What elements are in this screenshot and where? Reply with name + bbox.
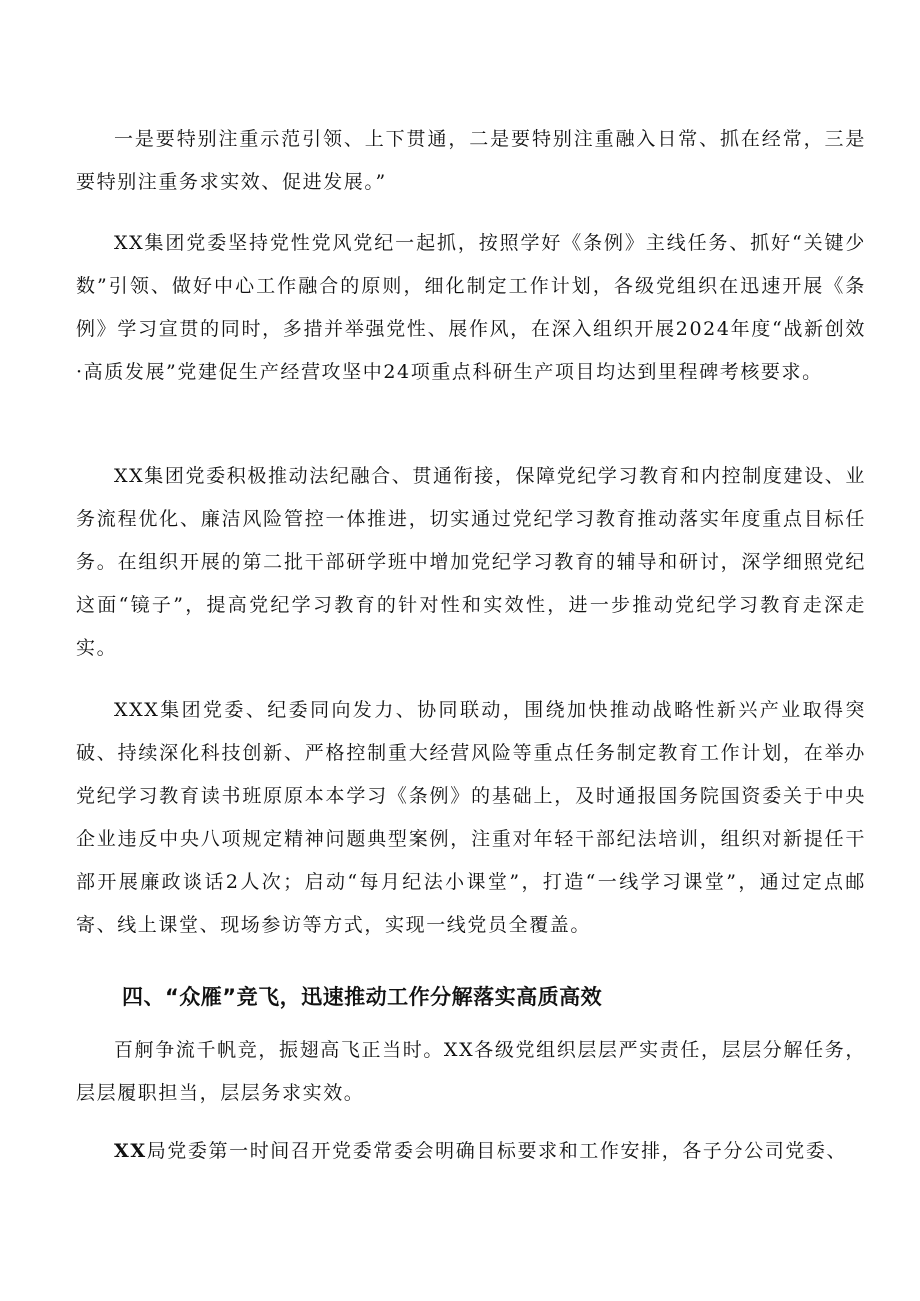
- paragraph-5: 百舸争流千帆竞，振翅高飞正当时。XX各级党组织层层严实责任，层层分解任务，层层履职担当，层层务求实效。: [76, 1039, 866, 1104]
- paragraph-6-text: 局党委第一时间召开党委常委会明确目标要求和工作安排，各子分公司党委、: [146, 1140, 848, 1162]
- paragraph-4: XXX集团党委、纪委同向发力、协同联动，围绕加快推动战略性新兴产业取得突破、持续深化科技创新、严格控制重大经营风险等重点任务制定教育工作计划，在举办党纪学习教育读书班原原本本学习《条例》的基础上，及时通报国务院国资委关于中央企业违反中央八项规定精神问题典型案例，注重对年轻干部纪法培训，组织对新提任干部开展廉政谈话2人次；启动“每月纪法小课堂”，打造“一线学习课堂”，通过定点邮寄、线上课堂、现场参访等方式，实现一线党员全覆盖。: [76, 699, 866, 936]
- paragraph-6: [76, 1130, 866, 1173]
- paragraph-3: XX集团党委积极推动法纪融合、贯通衔接，保障党纪学习教育和内控制度建设、业务流程优化、廉洁风险管控一体推进，切实通过党纪学习教育推动落实年度重点目标任务。在组织开展的第二批干部研学班中增加党纪学习教育的辅导和研讨，深学细照党纪这面“镜子”，提高党纪学习教育的针对性和实效性，进一步推动党纪学习教育走深走实。: [76, 465, 866, 659]
- paragraph-6-lead: XX: [114, 1140, 147, 1162]
- paragraph-2: XX集团党委坚持党性党风党纪一起抓，按照学好《条例》主线任务、抓好“关键少数”引领、做好中心工作融合的原则，细化制定工作计划，各级党组织在迅速开展《条例》学习宣贯的同时，多措并举强党性、展作风，在深入组织开展2024年度“战新创效·高质发展”党建促生产经营攻坚中24项重点科研生产项目均达到里程碑考核要求。: [76, 232, 866, 383]
- paragraph-1: 一是要特别注重示范引领、上下贯通，二是要特别注重融入日常、抓在经常，三是要特别注重务求实效、促进发展。”: [76, 128, 866, 193]
- section-heading-4: 四、“众雁”竞飞，迅速推动工作分解落实高质高效: [122, 985, 603, 1009]
